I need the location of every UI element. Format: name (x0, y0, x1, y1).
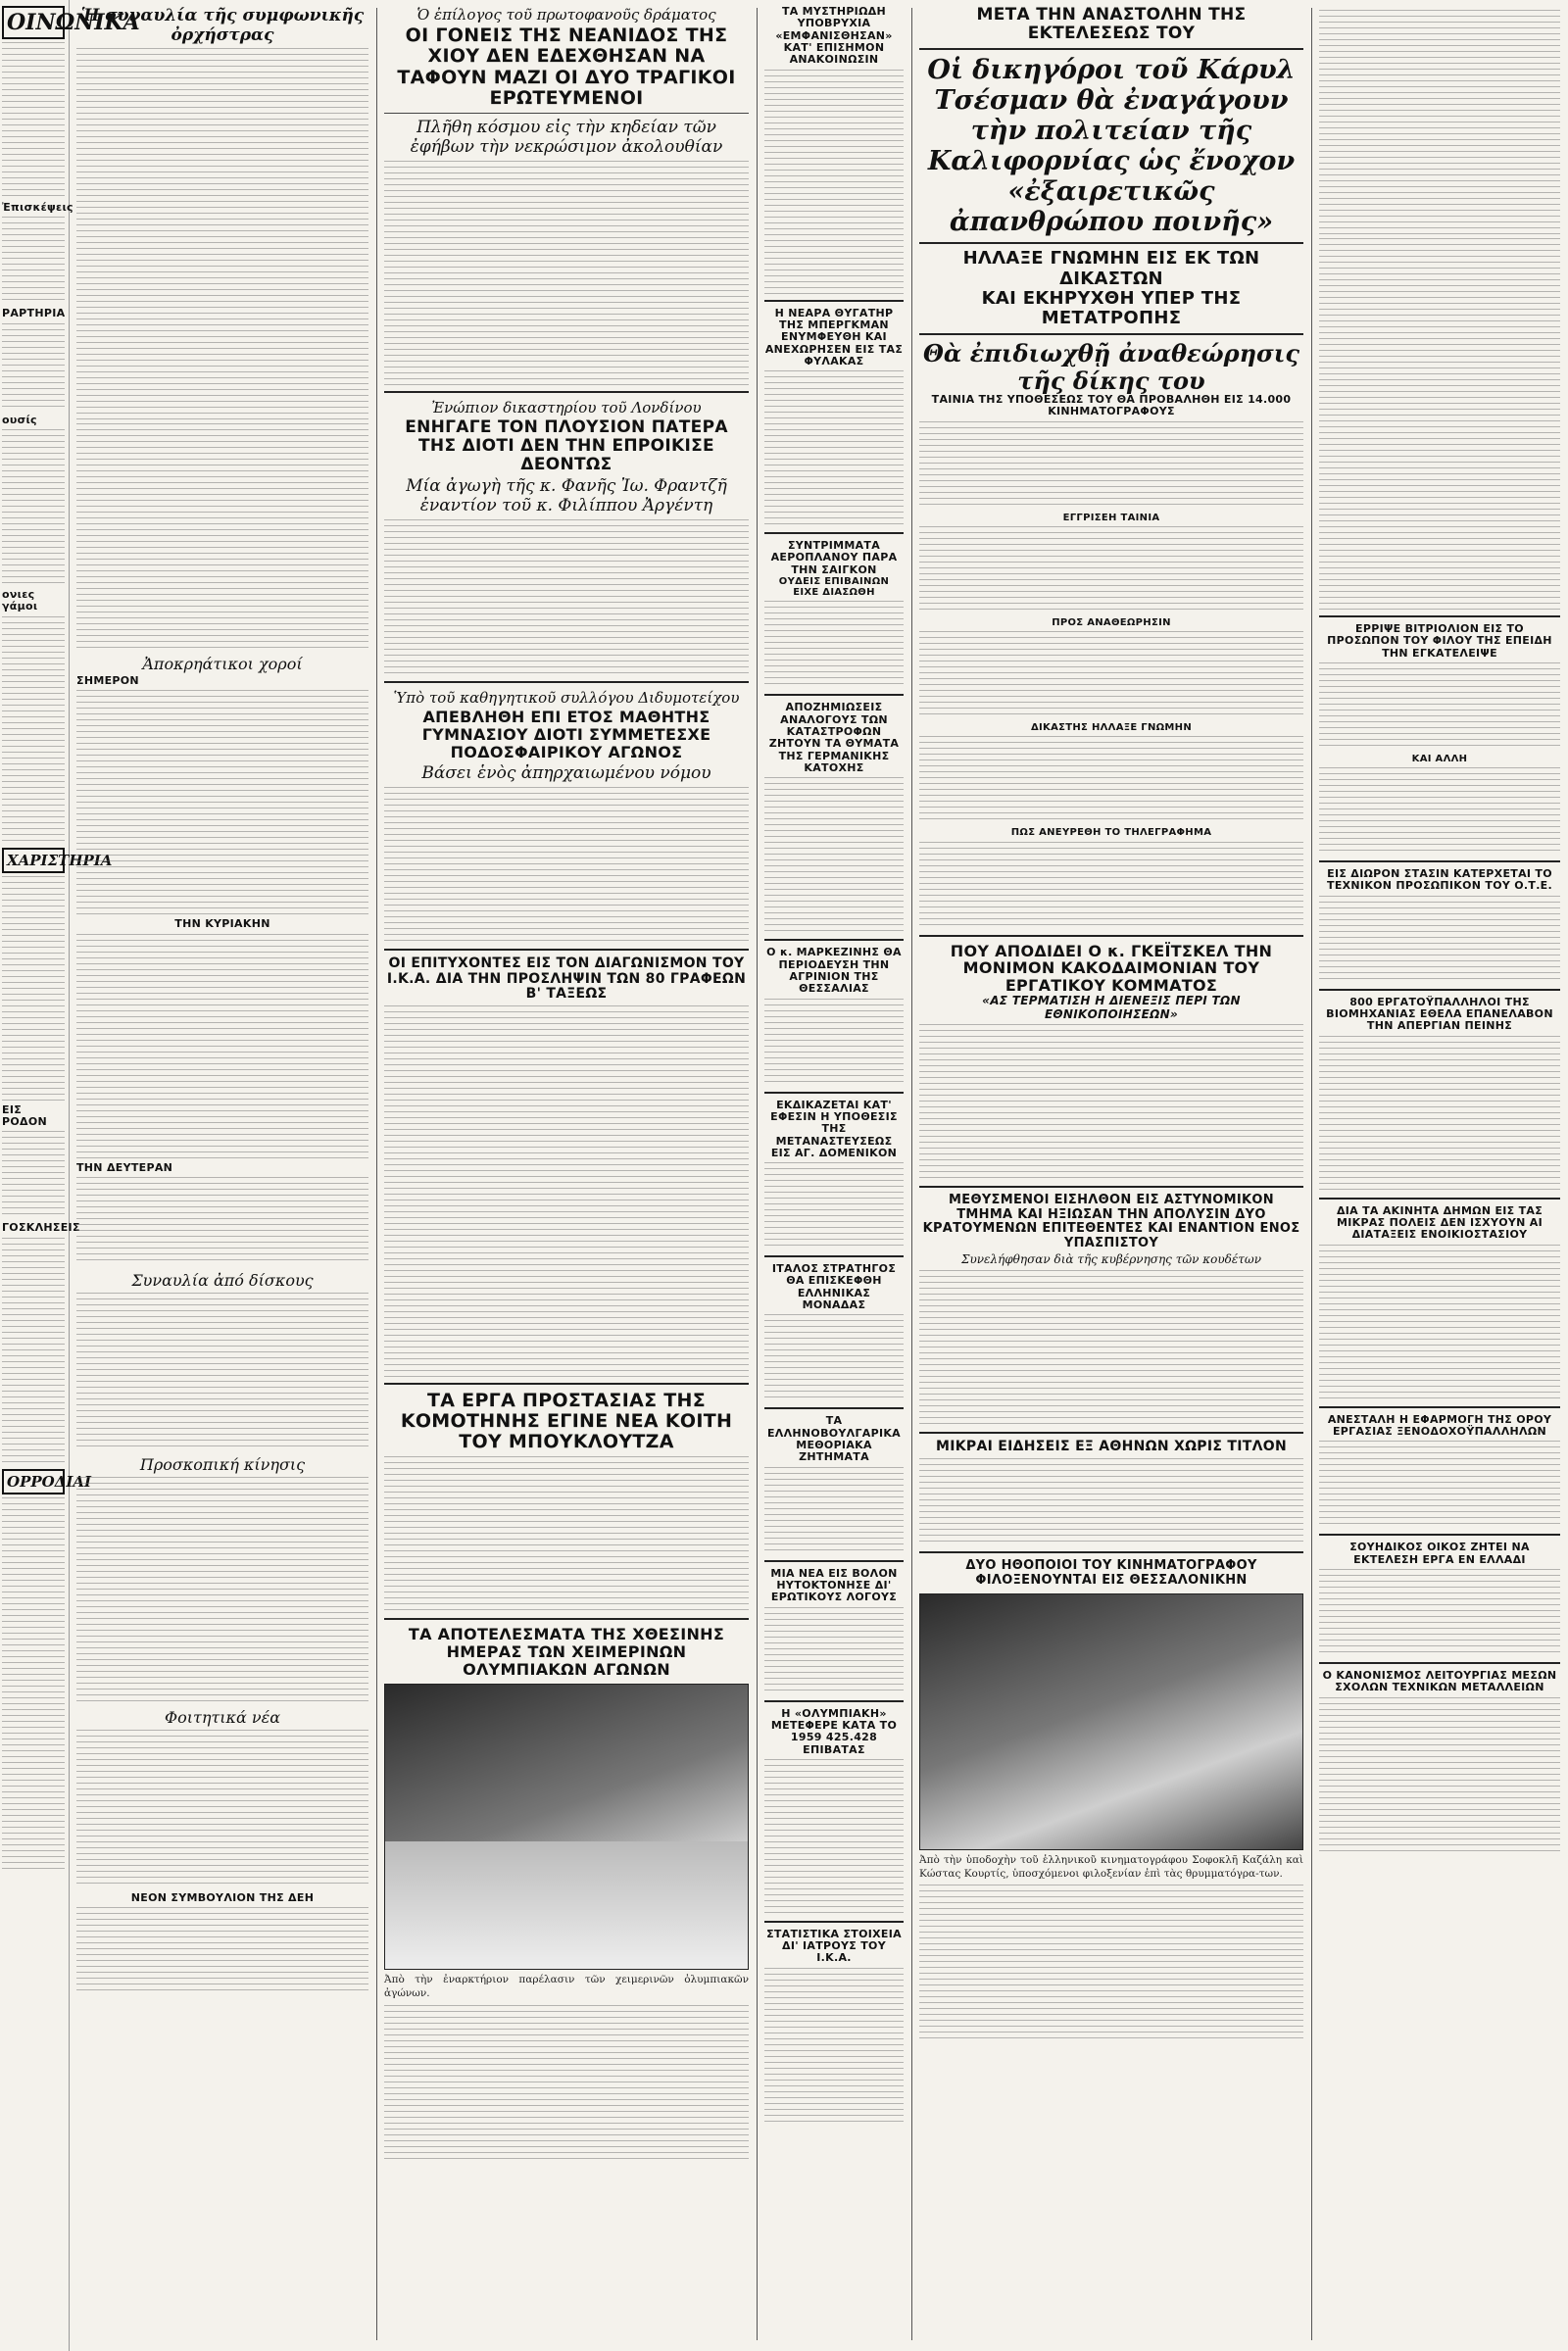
kicker: Ὁ ἐπίλογος τοῦ πρωτοφανοῦς δράματος (416, 6, 716, 24)
article-body (76, 1907, 368, 1995)
headline: ΜΙΚΡΑΙ ΕΙΔΗΣΕΙΣ ΕΞ ΑΘΗΝΩΝ ΧΩΡΙΣ ΤΙΤΛΟΝ (936, 1439, 1287, 1455)
para-heading: ΕΓΓΡΙΣΕΗ ΤΑΙΝΙΑ (1062, 512, 1160, 523)
article-ika-exam (384, 956, 749, 1378)
article-body (764, 1162, 904, 1250)
strip-text-block (2, 1238, 65, 1463)
para-heading: ΚΑΙ ΑΛΛΗ (1411, 753, 1468, 764)
article-ote-strike (1319, 868, 1560, 984)
article-body (919, 526, 1303, 614)
article-carnival-dances (76, 655, 368, 1265)
strip-text-block (2, 217, 65, 305)
headline: ΣΤΑΤΙΣΤΙΚΑ ΣΤΟΙΧΕΙΑ ΔΙ' ΙΑΤΡΟΥΣ ΤΟΥ Ι.Κ.Α. (766, 1927, 902, 1965)
strip-label: ουσίς (2, 413, 37, 426)
headline: ΔΙΑ ΤΑ ΑΚΙΝΗΤΑ ΔΗΜΩΝ ΕΙΣ ΤΑΣ ΜΙΚΡΑΣ ΠΟΛΕΙΣ ΔΕΝ ΙΣΧΥΟΥΝ ΑΙ ΔΙΑΤΑΞΕΙΣ ΕΝΟΙΚΙΟΣΤΑΣΙΟΥ (1336, 1203, 1544, 1242)
headline: ΜΕΘΥΣΜΕΝΟΙ ΕΙΣΗΛΘΟΝ ΕΙΣ ΑΣΤΥΝΟΜΙΚΟΝ ΤΜΗΜΑ ΚΑΙ ΗΞΙΩΣΑΝ ΤΗΝ ΑΠΟΛΥΣΙΝ ΔΥΟ ΚΡΑΤΟΥΜΕΝΩΝ ΕΠΙΤΕΘΕΝΤΕΣ ΚΑΙ ΕΝΑΝΤΙΟΝ ΕΝΟΣ ΥΠΑΣΠΙΣΤΟΥ (922, 1193, 1300, 1250)
article-body (1319, 662, 1560, 751)
actors-photo (919, 1593, 1303, 1850)
article-students (76, 1708, 368, 1886)
article-body (1319, 1569, 1560, 1657)
article-body (76, 1177, 368, 1265)
subheadline: ΗΛΛΑΞΕ ΓΝΩΜΗΝ ΕΙΣ ΕΚ ΤΩΝ ΔΙΚΑΣΤΩΝ (962, 248, 1260, 289)
photo-caption: Ἀπὸ τὴν ὑποδοχὴν τοῦ ἑλληνικοῦ κινηματογράφου Σοφοκλῆ Καζάλη καὶ Κώστας Κουρτίς, ὑποσχόμενοι φιλοξενίαν ἐπὶ τὰς θρυμματόγρα-των. (919, 1854, 1303, 1880)
subheadline: Συνελήφθησαν διὰ τῆς κυβέρνησης τῶν κουδέτων (960, 1252, 1262, 1267)
article-body (1319, 1441, 1560, 1529)
kicker: Ἐνώπιον δικαστηρίου τοῦ Λονδίνου (431, 399, 702, 417)
article-olympic-airways (764, 1708, 904, 1916)
article-markezinis (764, 947, 904, 1086)
subheadline: Πλῆθη κόσμου εἰς τὴν κηδείαν τῶν ἐφήβων τὴν νεκρώσιμον ἀκολουθίαν (410, 118, 723, 158)
column-rule (911, 8, 912, 2340)
headline: ΕΡΡΙΨΕ ΒΙΤΡΙΟΛΙΟΝ ΕΙΣ ΤΟ ΠΡΟΣΩΠΟΝ ΤΟΥ ΦΙΛΟΥ ΤΗΣ ΕΠΕΙΔΗ ΤΗΝ ΕΓΚΑΤΕΛΕΙΨΕ (1327, 622, 1552, 660)
column-main (913, 0, 1309, 2351)
column-briefs (1313, 0, 1566, 2351)
date-heading: ΤΗΝ ΔΕΥΤΕΡΑΝ (76, 1160, 173, 1174)
headline: ΣΥΝΤΡΙΜΜΑΤΑ ΑΕΡΟΠΛΑΝΟΥ ΠΑΡΑ ΤΗΝ ΣΑΙΓΚΟΝ (770, 539, 898, 576)
article-ika-stats (764, 1929, 904, 2125)
headline: ΠΟΥ ΑΠΟΔΙΔΕΙ Ο κ. ΓΚΕΪΤΣΚΕΛ ΤΗΝ ΜΟΝΙΜΟΝ ΚΑΚΟΔΑΙΜΟΝΙΑΝ ΤΟΥ ΕΡΓΑΤΙΚΟΥ ΚΟΜΜΑΤΟΣ (950, 941, 1273, 996)
article-volos (764, 1568, 904, 1695)
article-body (384, 787, 749, 944)
article-body (764, 1314, 904, 1402)
article-body (1319, 767, 1560, 856)
article-didymoteicho (384, 689, 749, 944)
headline: Ἀποκρηάτικοι χοροί (142, 655, 303, 673)
strip-label: Ἐπισκέψεις (2, 201, 74, 214)
headline: ΤΑ ΑΠΟΤΕΛΕΣΜΑΤΑ ΤΗΣ ΧΘΕΣΙΝΗΣ ΗΜΕΡΑΣ ΤΩΝ ΧΕΙΜΕΡΙΝΩΝ ΟΛΥΜΠΙΑΚΩΝ ΑΓΩΝΩΝ (408, 1624, 725, 1679)
article-body (76, 48, 368, 420)
article-saigon (764, 540, 904, 689)
strip-text-block (2, 1131, 65, 1219)
article-body (919, 421, 1303, 510)
strip-text-block (2, 1497, 65, 1870)
subheadline: ΚΑΙ ΕΚΗΡΥΧΘΗ ΥΠΕΡ ΤΗΣ ΜΕΤΑΤΡΟΠΗΣ (981, 287, 1242, 328)
article-bergman-daughter (764, 308, 904, 528)
strip-label: ΕΙΣ ΡΟΔΟΝ (2, 1102, 47, 1128)
article-body (764, 777, 904, 934)
article-body (1319, 1036, 1560, 1193)
article-symphony (76, 6, 368, 649)
article-body (1319, 1697, 1560, 1854)
article-body (919, 1270, 1303, 1427)
headline: ΑΠΕΒΛΗΘΗ ΕΠΙ ΕΤΟΣ ΜΑΘΗΤΗΣ ΓΥΜΝΑΣΙΟΥ ΔΙΟΤΙ ΣΥΜΜΕΤΕΣΧΕ ΠΟΔΟΣΦΑΙΡΙΚΟΥ ΑΓΩΝΟΣ (421, 708, 711, 761)
headline: ΟΙ ΓΟΝΕΙΣ ΤΗΣ ΝΕΑΝΙΔΟΣ ΤΗΣ ΧΙΟΥ ΔΕΝ ΕΔΕΧΘΗΣΑΝ ΝΑ ΤΑΦΟΥΝ ΜΑΖΙ ΟΙ ΔΥΟ ΤΡΑΓΙΚΟΙ ΕΡΩΤΕΥΜΕΝΟΙ (397, 24, 736, 109)
headline: 800 ΕΡΓΑΤΟΫΠΑΛΛΗΛΟΙ ΤΗΣ ΒΙΟΜΗΧΑΝΙΑΣ ΕΘΕΛΑ ΕΠΑΝΕΛΑΒΟΝ ΤΗΝ ΑΠΕΡΓΙΑΝ ΠΕΙΝΗΣ (1326, 995, 1553, 1033)
article-submarines (764, 6, 904, 295)
headline: Ο ΚΑΝΟΝΙΣΜΟΣ ΛΕΙΤΟΥΡΓΙΑΣ ΜΕΣΩΝ ΣΧΟΛΩΝ ΤΕΧΝΙΚΩΝ ΜΕΤΑΛΛΕΙΩΝ (1322, 1668, 1557, 1694)
article-actors (919, 1559, 1303, 2041)
column-rule (376, 8, 377, 2340)
article-body (919, 842, 1303, 930)
article-dei-board (76, 1892, 368, 1995)
article-body (76, 1293, 368, 1449)
article-hotel-workers (1319, 1414, 1560, 1530)
article-body (384, 519, 749, 676)
main-headline: Οἱ δικηγόροι τοῦ Κάρυλ Τσέσμαν θὰ ἐναγάγουν τὴν πολιτείαν τῆς Καλιφορνίας ὡς ἔνοχον «ἐξαιρετικῶς ἀπανθρώπου ποινῆς» (927, 55, 1296, 238)
strip-text-block (2, 616, 65, 842)
headline: Η «ΟΛΥΜΠΙΑΚΗ» ΜΕΤΕΦΕΡΕ ΚΑΤΑ ΤΟ 1959 425.428 ΕΠΙΒΑΤΑΣ (770, 1706, 898, 1756)
article-body-continued (1319, 10, 1560, 235)
olympics-photo (384, 1684, 749, 1970)
article-body (764, 70, 904, 295)
article-body (384, 2005, 749, 2162)
headline: ΤΑ ΜΥΣΤΗΡΙΩΔΗ ΥΠΟΒΡΥΧΙΑ «ΕΜΦΑΝΙΣΘΗΣΑΝ» ΚΑΤ' ΕΠΙΣΗΜΟΝ ΑΝΑΚΟΙΝΩΣΙΝ (775, 5, 893, 67)
article-body (919, 736, 1303, 824)
article-mining-schools (1319, 1670, 1560, 1854)
headline: ΝΕΟΝ ΣΥΜΒΟΥΛΙΟΝ ΤΗΣ ΔΕΗ (130, 1890, 315, 1904)
article-chessman (919, 6, 1303, 930)
article-body (384, 1005, 749, 1378)
article-body (764, 1607, 904, 1695)
kicker: ΜΕΤΑ ΤΗΝ ΑΝΑΣΤΟΛΗΝ ΤΗΣ ΕΚΤΕΛΕΣΕΩΣ ΤΟΥ (976, 5, 1247, 44)
article-winter-olympics (384, 1626, 749, 2162)
headline: Φοιτητικά νέα (164, 1707, 281, 1727)
headline: ΑΠΟΖΗΜΙΩΣΕΙΣ ΑΝΑΛΟΓΟΥΣ ΤΩΝ ΚΑΤΑΣΤΡΟΦΩΝ ΖΗΤΟΥΝ ΤΑ ΘΥΜΑΤΑ ΤΗΣ ΓΕΡΜΑΝΙΚΗΣ ΚΑΤΟΧΗΣ (768, 701, 900, 774)
kicker: Ὑπὸ τοῦ καθηγητικοῦ συλλόγου Διδυμοτείχου (393, 689, 740, 708)
para-heading: ΠΡΟΣ ΑΝΑΘΕΩΡΗΣΙΝ (1052, 616, 1171, 628)
strip-text-block (2, 323, 65, 412)
article-gaitskell (919, 943, 1303, 1182)
article-border (764, 1415, 904, 1554)
article-compensation (764, 702, 904, 934)
article-police-station (919, 1194, 1303, 1427)
headline: ΟΙ ΕΠΙΤΥΧΟΝΤΕΣ ΕΙΣ ΤΟΝ ΔΙΑΓΩΝΙΣΜΟΝ ΤΟΥ Ι.Κ.Α. ΔΙΑ ΤΗΝ ΠΡΟΣΛΗΨΙΝ ΤΩΝ 80 ΓΡΑΦΕΩΝ Β' ΤΑΞΕΩΣ (386, 955, 747, 1003)
headline: ΜΙΑ ΝΕΑ ΕΙΣ ΒΟΛΟΝ ΗΥΤΟΚΤΟΝΗΣΕ ΔΙ' ΕΡΩΤΙΚΟΥΣ ΛΟΓΟΥΣ (770, 1566, 898, 1604)
headline: Προσκοπική κίνησις (139, 1454, 306, 1474)
subheadline: ΤΑΙΝΙΑ ΤΗΣ ΥΠΟΘΕΣΕΩΣ ΤΟΥ ΘΑ ΠΡΟΒΑΛΗΘΗ ΕΙΣ 14.000 ΚΙΝΗΜΑΤΟΓΡΑΦΟΥΣ (931, 393, 1292, 418)
headline: ΑΝΕΣΤΑΛΗ Η ΕΦΑΡΜΟΓΗ ΤΗΣ ΟΡΟΥ ΕΡΓΑΣΙΑΣ ΞΕΝΟΔΟΧΟΫΠΑΛΛΗΛΩΝ (1327, 1412, 1552, 1438)
column-rule (757, 8, 758, 2340)
strip-text-block (2, 42, 65, 199)
article-body (1319, 1245, 1560, 1401)
photo-caption: Ἀπὸ τὴν ἐναρκτήριον παρέλασιν τῶν χειμερινῶν ὀλυμπιακῶν ἀγώνων. (384, 1974, 749, 2000)
column-news-b (759, 0, 909, 2351)
strip-label: ΧΑΡΙΣΤΗΡΙΑ (2, 848, 65, 873)
article-body-continued (1319, 238, 1560, 611)
date-heading: ΤΗΝ ΚΥΡΙΑΚΗΝ (174, 917, 270, 931)
article-body (919, 631, 1303, 719)
strip-text-block (2, 429, 65, 586)
subheadline: «ΑΣ ΤΕΡΜΑΤΙΣΗ Η ΔΙΕΝΕΞΙΣ ΠΕΡΙ ΤΩΝ ΕΘΝΙΚΟΠΟΙΗΣΕΩΝ» (982, 994, 1241, 1021)
article-appeal (764, 1100, 904, 1251)
article-body (764, 999, 904, 1087)
article-scouts (76, 1455, 368, 1702)
article-body (764, 1759, 904, 1916)
headline: Συναυλία ἀπό δίσκους (131, 1270, 314, 1290)
headline: Η ΝΕΑΡΑ ΘΥΓΑΤΗΡ ΤΗΣ ΜΠΕΡΓΚΜΑΝ ΕΝΥΜΦΕΥΘΗ ΚΑΙ ΑΝΕΧΩΡΗΣΕΝ ΕΙΣ ΤΑΣ ΦΥΛΑΚΑΣ (764, 306, 904, 367)
article-body (919, 1885, 1303, 2041)
strip-label: ονιες γάμοι (2, 587, 38, 613)
para-heading: ΠΩΣ ΑΝΕΥΡΕΘΗ ΤΟ ΤΗΛΕΓΡΑΦΗΜΑ (1010, 827, 1212, 839)
headline: ΕΙΣ ΔΙΩΡΟΝ ΣΤΑΣΙΝ ΚΑΤΕΡΧΕΤΑΙ ΤΟ ΤΕΧΝΙΚΟΝ ΠΡΟΣΩΠΙΚΟΝ ΤΟΥ Ο.Τ.Ε. (1327, 867, 1552, 893)
article-body (384, 1456, 749, 1613)
article-body (1319, 896, 1560, 984)
article-chios (384, 6, 749, 386)
headline: ΔΥΟ ΗΘΟΠΟΙΟΙ ΤΟΥ ΚΙΝΗΜΑΤΟΓΡΑΦΟΥ ΦΙΛΟΞΕΝΟΥΝΤΑΙ ΕΙΣ ΘΕΣΣΑΛΟΝΙΚΗΝ (965, 1557, 1257, 1588)
article-body (76, 690, 368, 915)
column-rule (1311, 8, 1312, 2340)
date-heading: ΣΗΜΕΡΟΝ (76, 674, 139, 687)
para-heading: ΔΙΚΑΣΤΗΣ ΗΛΛΑΞΕ ΓΝΩΜΗΝ (1030, 722, 1193, 734)
article-small-news (919, 1440, 1303, 1546)
headline: ΤΑ ΕΛΛΗΝΟΒΟΥΛΓΑΡΙΚΑ ΜΕΘΟΡΙΑΚΑ ΖΗΤΗΜΑΤΑ (766, 1414, 902, 1464)
article-london (384, 399, 749, 676)
article-body (384, 161, 749, 386)
strip-label: ΟΙΝΩΝΙΚΑ (2, 6, 65, 39)
subheadline: Θὰ ἐπιδιωχθῇ ἀναθεώρησις τῆς δίκης του (923, 338, 1299, 395)
article-body (764, 1467, 904, 1555)
article-swedish-firm (1319, 1542, 1560, 1657)
subheadline: Βάσει ἑνὸς ἀπηρχαιωμένου νόμου (421, 762, 711, 783)
article-italian-general (764, 1263, 904, 1402)
article-body (76, 1477, 368, 1702)
headline: Ἡ συναυλία τῆς συμφωνικῆς ὀρχήστρας (80, 6, 365, 45)
headline: ΣΟΥΗΔΙΚΟΣ ΟΙΚΟΣ ΖΗΤΕΙ ΝΑ ΕΚΤΕΛΕΣΗ ΕΡΓΑ ΕΝ ΕΛΛΑΔΙ (1349, 1541, 1530, 1566)
article-body (76, 1730, 368, 1886)
article-komotini (384, 1391, 749, 1613)
subheadline: ΟΥΔΕΙΣ ΕΠΙΒΑΙΝΩΝ ΕΙΧΕ ΔΙΑΣΩΘΗ (778, 576, 890, 599)
headline: ΕΝΗΓΑΓΕ ΤΟΝ ΠΛΟΥΣΙΟΝ ΠΑΤΕΡΑ ΤΗΣ ΔΙΟΤΙ ΔΕΝ ΤΗΝ ΕΠΡΟΙΚΙΣΕ ΔΕΟΝΤΩΣ (405, 417, 728, 475)
article-body (919, 1458, 1303, 1546)
article-municipal-property (1319, 1205, 1560, 1401)
article-body (919, 1024, 1303, 1181)
article-hunger-strike (1319, 997, 1560, 1193)
article-vitriol (1319, 623, 1560, 856)
headline: ΤΑ ΕΡΓΑ ΠΡΟΣΤΑΣΙΑΣ ΤΗΣ ΚΟΜΟΤΗΝΗΣ ΕΓΙΝΕ ΝΕΑ ΚΟΙΤΗ ΤΟΥ ΜΠΟΥΚΛΟΥΤΖΑ (400, 1389, 733, 1453)
article-body (76, 423, 368, 649)
article-body (764, 601, 904, 689)
strip-label: ΟΡΡΟΔΙΑΙ (2, 1469, 65, 1494)
column-news-a (378, 0, 755, 2351)
strip-label: ΡΑΡΤΗΡΙΑ (2, 307, 66, 320)
article-body (76, 934, 368, 1159)
column-social (71, 0, 374, 2351)
article-body (764, 370, 904, 527)
headline: ΕΚΔΙΚΑΖΕΤΑΙ ΚΑΤ' ΕΦΕΣΙΝ Η ΥΠΟΘΕΣΙΣ ΤΗΣ ΜΕΤΑΝΑΣΤΕΥΣΕΩΣ ΕΙΣ ΑΓ. ΔΟΜΕΝΙΚΟΝ (770, 1098, 898, 1159)
article-body (764, 1968, 904, 2125)
subheadline: Μία ἀγωγὴ τῆς κ. Φανῆς Ἰω. Φραντζῆ ἐναντίον τοῦ κ. Φιλίππου Ἀργέντη (406, 476, 727, 516)
strip-label: ΓΟΣΚΛΗΣΕΙΣ (2, 1221, 80, 1235)
article-record-concert (76, 1271, 368, 1449)
headline: Ο κ. ΜΑΡΚΕΖΙΝΗΣ ΘΑ ΠΕΡΙΟΔΕΥΣΗ ΤΗΝ ΑΓΡΙΝΙΟΝ ΤΗΣ ΘΕΣΣΑΛΙΑΣ (766, 946, 902, 996)
strip-text-block (2, 876, 65, 1102)
headline: ΙΤΑΛΟΣ ΣΤΡΑΤΗΓΟΣ ΘΑ ΕΠΙΣΚΕΦΘΗ ΕΛΛΗΝΙΚΑΣ ΜΟΝΑΔΑΣ (771, 1262, 897, 1312)
